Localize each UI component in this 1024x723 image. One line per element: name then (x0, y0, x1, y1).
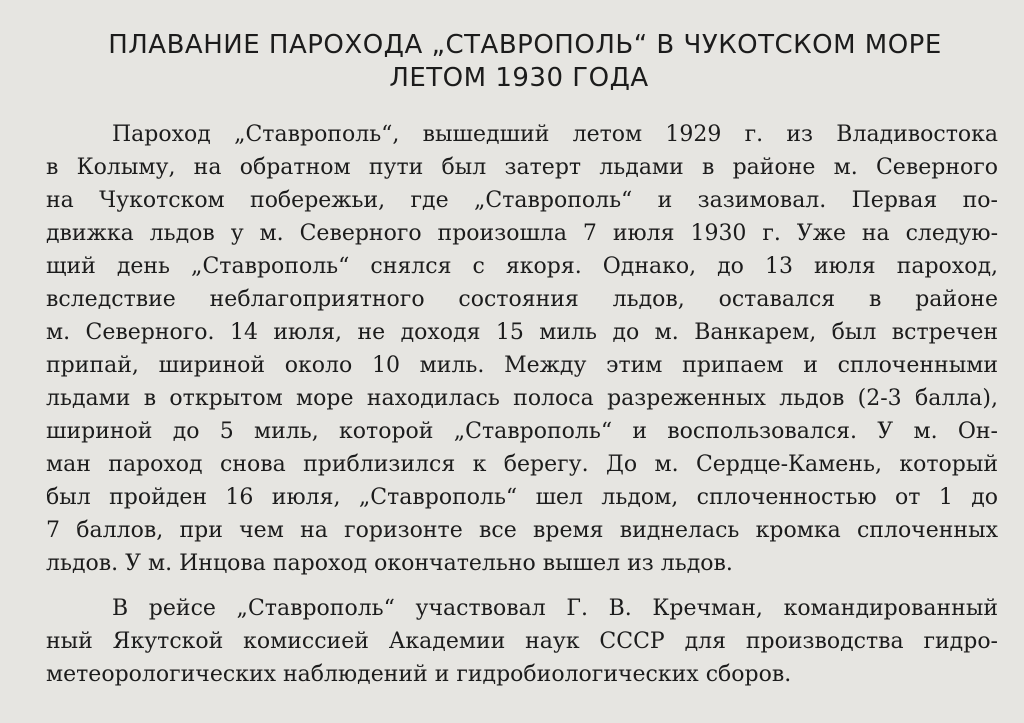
paragraph-line: в Колыму, на обратном пути был затерт льдами в районе м. Северного (46, 155, 998, 180)
paragraph-line: припай, шириной около 10 миль. Между этим припаем и сплоченными (46, 353, 998, 378)
paragraph-line: движка льдов у м. Северного произошла 7 июля 1930 г. Уже на следую- (46, 221, 998, 246)
paragraph-line: был пройден 16 июля, „Ставрополь“ шел льдом, сплоченностью от 1 до (46, 485, 998, 510)
paragraph-line: 7 баллов, при чем на горизонте все время виднелась кромка сплоченных (46, 518, 998, 543)
paragraph-line: В рейсе „Ставрополь“ участвовал Г. В. Кречман, командированный (112, 596, 998, 621)
paragraph-line: Пароход „Ставрополь“, вышедший летом 1929 г. из Владивостока (112, 122, 998, 147)
paragraph-line: льдов. У м. Инцова пароход окончательно вышел из льдов. (46, 551, 733, 576)
title-line-2: ЛЕТОМ 1930 ГОДА (389, 63, 649, 93)
paragraph-line: м. Северного. 14 июля, не доходя 15 миль до м. Ванкарем, был встречен (46, 320, 998, 345)
paragraph-line: вследствие неблагоприятного состояния льдов, оставался в районе (46, 287, 998, 312)
paragraph-line: ман пароход снова приблизился к берегу. До м. Сердце-Камень, который (46, 452, 998, 477)
title-line-1: ПЛАВАНИЕ ПАРОХОДА „СТАВРОПОЛЬ“ В ЧУКОТСКОМ МОРЕ (108, 30, 942, 60)
paragraph-line: шириной до 5 миль, которой „Ставрополь“ и воспользовался. У м. Он- (46, 419, 998, 444)
paragraph-line: ный Якутской комиссией Академии наук СССР для производства гидро- (46, 629, 998, 654)
paragraph-line: щий день „Ставрополь“ снялся с якоря. Однако, до 13 июля пароход, (46, 254, 998, 279)
paragraph-line: льдами в открытом море находилась полоса разреженных льдов (2-3 балла), (46, 386, 998, 411)
paragraph-line: на Чукотском побережьи, где „Ставрополь“ и зазимовал. Первая по- (46, 188, 998, 213)
paragraph-line: метеорологических наблюдений и гидробиологических сборов. (46, 662, 792, 687)
